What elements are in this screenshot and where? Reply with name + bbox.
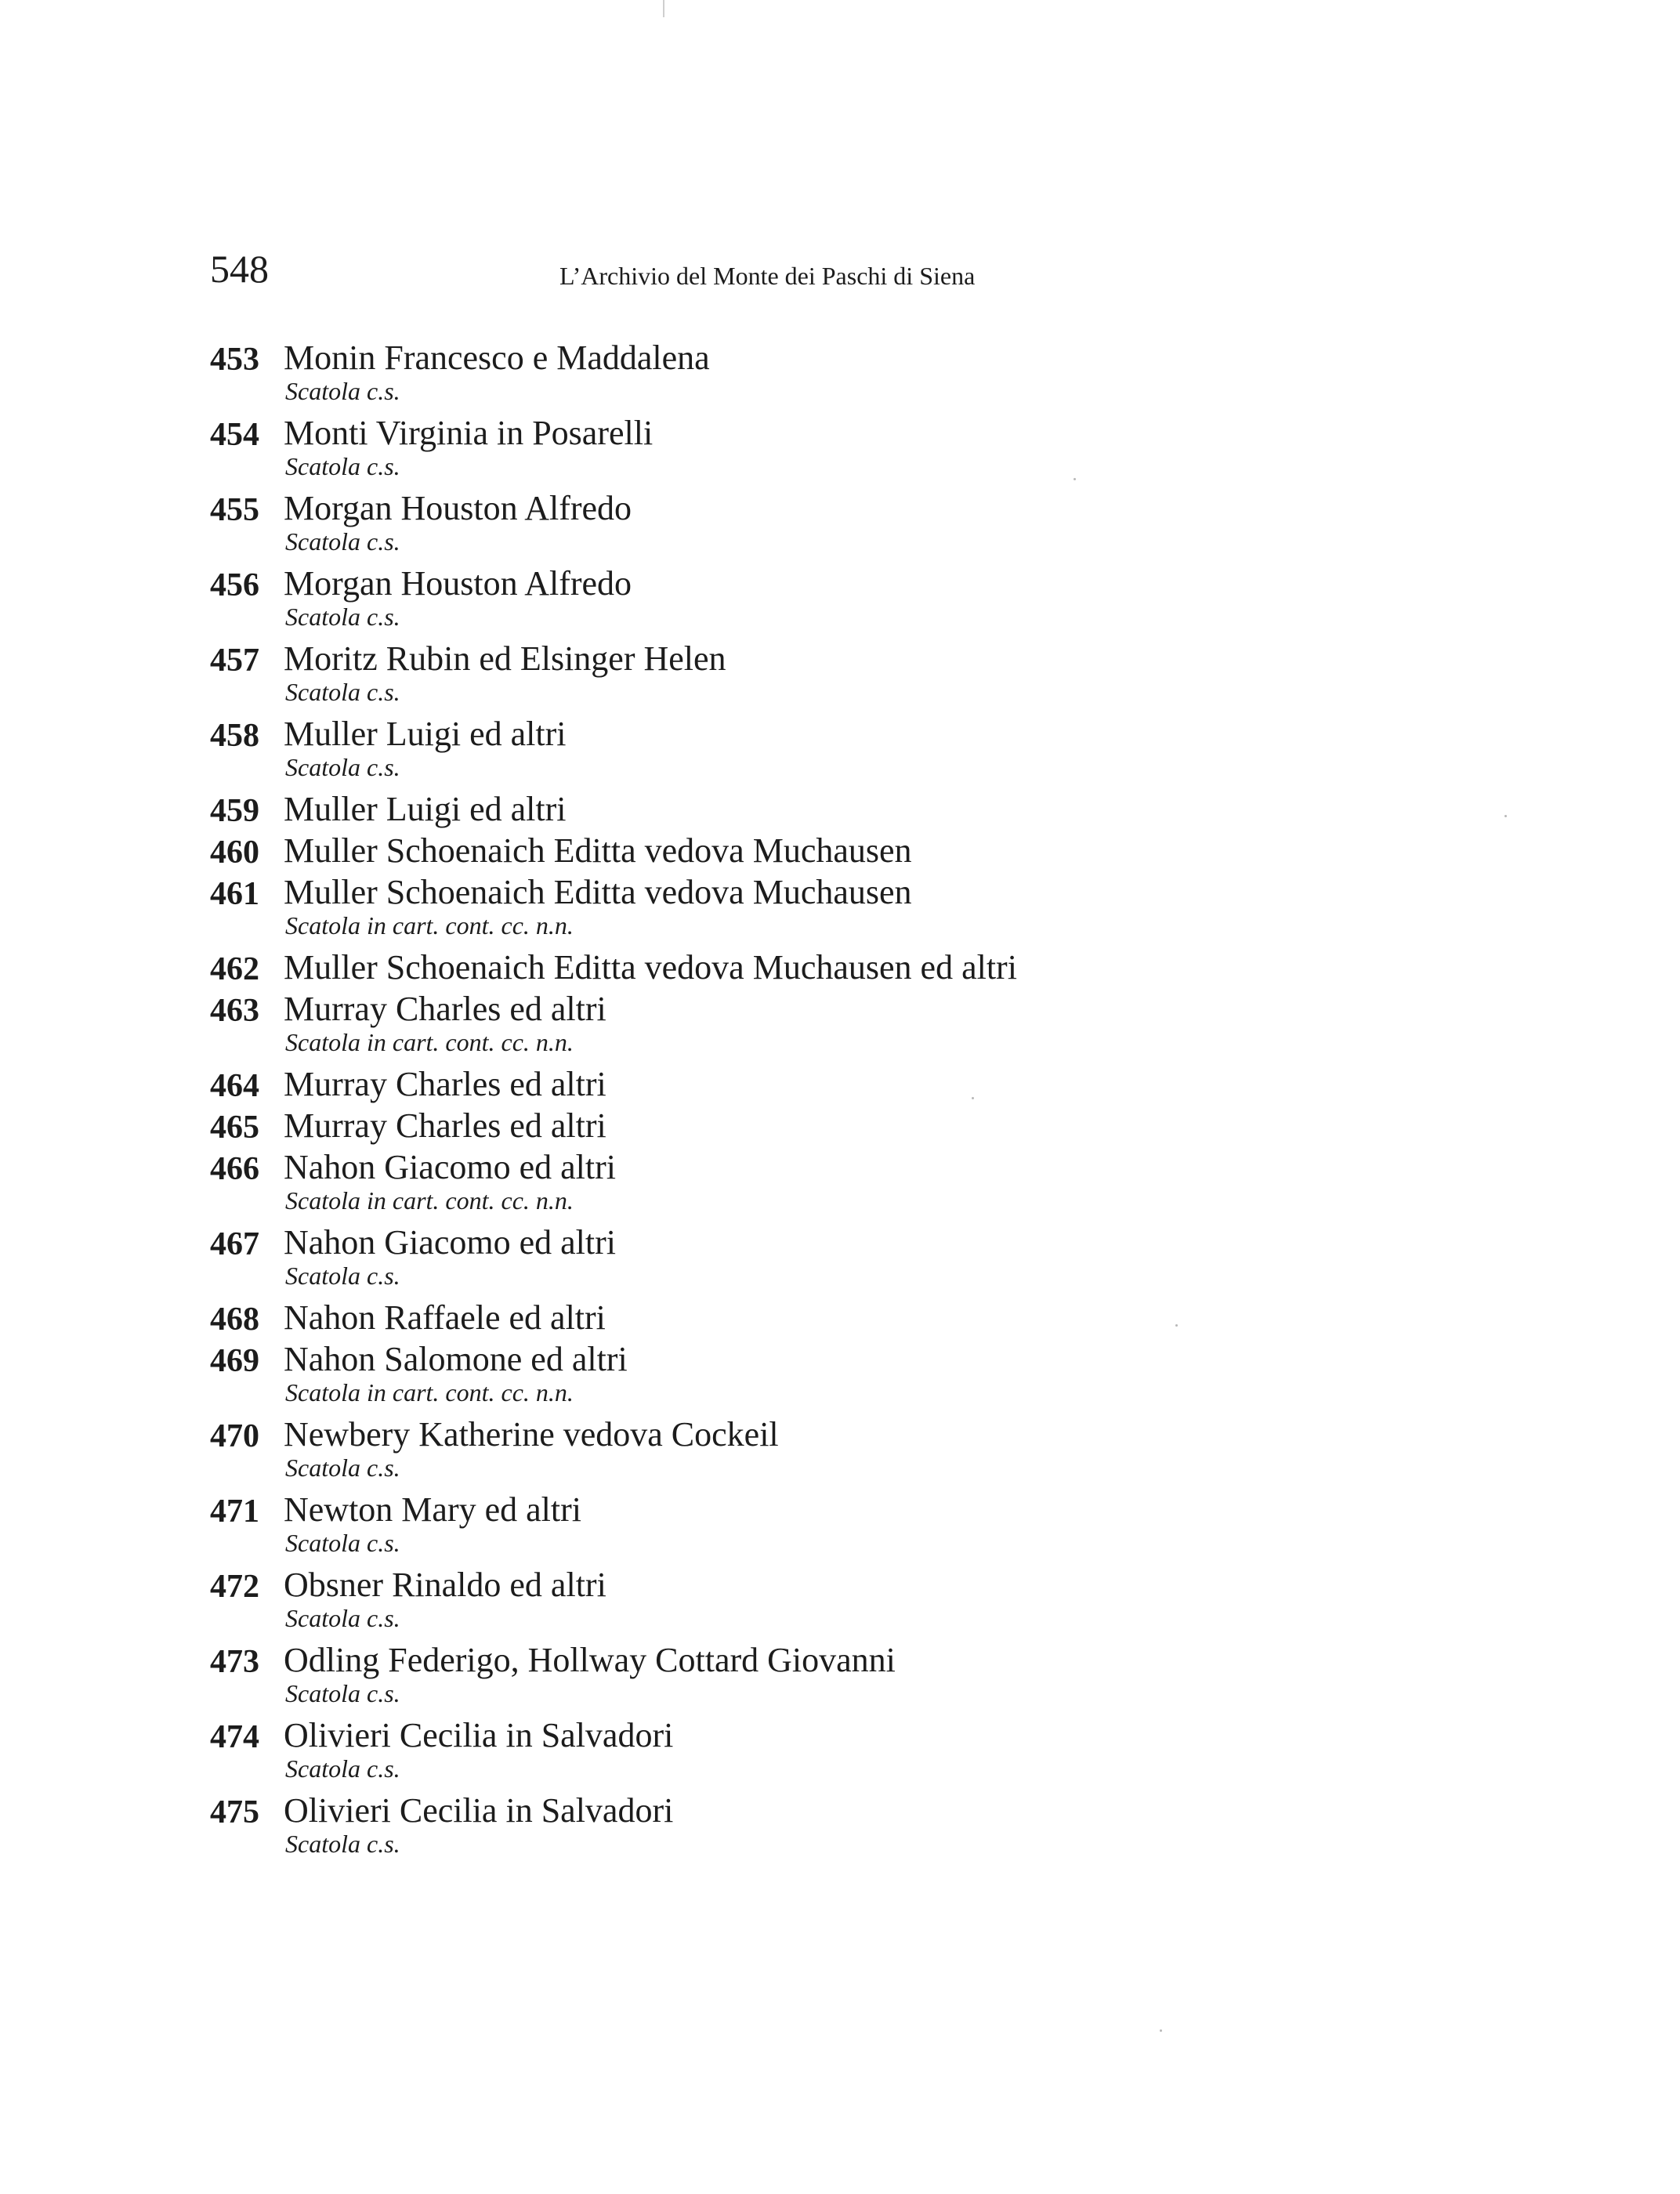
archive-entry-list <box>210 339 1542 1866</box>
entry-number: 474 <box>210 1719 259 1755</box>
entry-line <box>210 339 1542 378</box>
entry-name: Morgan Houston Alfredo <box>284 564 632 603</box>
entry-line <box>210 1716 1542 1755</box>
entry-number: 466 <box>210 1151 259 1187</box>
entry-name: Nahon Giacomo ed altri <box>284 1223 616 1262</box>
scan-mark <box>663 0 664 17</box>
entry-note: Scatola c.s. <box>285 1529 400 1557</box>
entry-note: Scatola in cart. cont. cc. n.n. <box>285 1378 574 1407</box>
archive-entry <box>210 1415 1542 1487</box>
entry-name: Muller Schoenaich Editta vedova Muchausen ed altri <box>284 948 1017 987</box>
entry-name: Murray Charles ed altri <box>284 1065 606 1103</box>
entry-name: Newbery Katherine vedova Cockeil <box>284 1415 779 1454</box>
entry-line <box>210 414 1542 453</box>
entry-number: 462 <box>210 951 259 987</box>
entry-name: Morgan Houston Alfredo <box>284 489 632 527</box>
entry-note: Scatola c.s. <box>285 1679 400 1707</box>
entry-note: Scatola c.s. <box>285 1454 400 1482</box>
page-number: 548 <box>210 247 269 291</box>
entry-line <box>210 1298 1542 1338</box>
entry-number: 455 <box>210 492 259 528</box>
entry-number: 461 <box>210 876 259 912</box>
entry-number: 454 <box>210 417 259 453</box>
entry-note: Scatola c.s. <box>285 1754 400 1783</box>
entry-number: 470 <box>210 1418 259 1454</box>
archive-entry <box>210 564 1542 636</box>
entry-name: Nahon Giacomo ed altri <box>284 1148 616 1186</box>
scan-speck <box>1074 478 1076 480</box>
entry-name: Odling Federigo, Hollway Cottard Giovanni <box>284 1641 896 1679</box>
entry-name: Olivieri Cecilia in Salvadori <box>284 1791 674 1830</box>
archive-entry <box>210 1791 1542 1863</box>
entry-line <box>210 564 1542 603</box>
entry-note: Scatola c.s. <box>285 377 400 405</box>
scan-speck <box>1175 1324 1178 1327</box>
entry-line <box>210 1148 1542 1187</box>
archive-entry <box>210 1148 1542 1220</box>
scan-speck <box>972 1097 974 1099</box>
archive-entry <box>210 1641 1542 1713</box>
entry-line <box>210 1106 1542 1146</box>
entry-note: Scatola in cart. cont. cc. n.n. <box>285 1186 574 1215</box>
entry-line <box>210 1490 1542 1530</box>
entry-line <box>210 1641 1542 1680</box>
entry-line <box>210 1566 1542 1605</box>
archive-entry <box>210 1223 1542 1295</box>
entry-number: 465 <box>210 1110 259 1146</box>
entry-number: 464 <box>210 1068 259 1104</box>
entry-number: 469 <box>210 1343 259 1379</box>
entry-line <box>210 1791 1542 1830</box>
archive-entry <box>210 873 1542 945</box>
entry-name: Moritz Rubin ed Elsinger Helen <box>284 639 726 678</box>
entry-line <box>210 1065 1542 1104</box>
entry-line <box>210 1223 1542 1262</box>
entry-note: Scatola c.s. <box>285 1604 400 1632</box>
entry-line <box>210 990 1542 1029</box>
entry-name: Obsner Rinaldo ed altri <box>284 1566 606 1604</box>
entry-number: 475 <box>210 1794 259 1830</box>
archive-entry <box>210 1716 1542 1788</box>
entry-name: Muller Luigi ed altri <box>284 790 567 828</box>
entry-number: 459 <box>210 793 259 829</box>
archive-entry <box>210 831 1542 871</box>
archive-entry <box>210 1298 1542 1338</box>
entry-line <box>210 831 1542 871</box>
archive-entry <box>210 1566 1542 1638</box>
entry-name: Nahon Salomone ed altri <box>284 1340 628 1378</box>
archive-entry <box>210 339 1542 411</box>
entry-note: Scatola c.s. <box>285 1262 400 1290</box>
archive-entry <box>210 639 1542 711</box>
archive-entry <box>210 1490 1542 1562</box>
entry-number: 467 <box>210 1226 259 1262</box>
entry-name: Monti Virginia in Posarelli <box>284 414 654 452</box>
archive-entry <box>210 1065 1542 1104</box>
archive-entry <box>210 489 1542 561</box>
entry-line <box>210 873 1542 912</box>
entry-number: 457 <box>210 643 259 679</box>
entry-number: 453 <box>210 342 259 378</box>
entry-note: Scatola in cart. cont. cc. n.n. <box>285 1028 574 1056</box>
entry-name: Newton Mary ed altri <box>284 1490 581 1529</box>
entry-line <box>210 639 1542 679</box>
entry-line <box>210 1415 1542 1454</box>
entry-line <box>210 489 1542 528</box>
running-title: L’Archivio del Monte dei Paschi di Siena <box>559 262 976 290</box>
archive-entry <box>210 414 1542 486</box>
entry-number: 456 <box>210 567 259 603</box>
entry-name: Muller Luigi ed altri <box>284 715 567 753</box>
scan-speck <box>1504 815 1507 817</box>
entry-number: 460 <box>210 835 259 871</box>
entry-note: Scatola c.s. <box>285 452 400 480</box>
entry-note: Scatola c.s. <box>285 603 400 631</box>
scan-speck <box>1160 2029 1162 2032</box>
entry-line <box>210 790 1542 829</box>
entry-name: Murray Charles ed altri <box>284 1106 606 1145</box>
entry-name: Murray Charles ed altri <box>284 990 606 1028</box>
archive-entry <box>210 715 1542 787</box>
entry-note: Scatola c.s. <box>285 1830 400 1858</box>
entry-line <box>210 1340 1542 1379</box>
entry-line <box>210 715 1542 754</box>
entry-note: Scatola c.s. <box>285 678 400 706</box>
entry-number: 472 <box>210 1569 259 1605</box>
entry-number: 458 <box>210 718 259 754</box>
entry-name: Monin Francesco e Maddalena <box>284 339 710 377</box>
entry-line <box>210 948 1542 987</box>
archive-entry <box>210 1106 1542 1146</box>
entry-number: 471 <box>210 1493 259 1530</box>
entry-note: Scatola c.s. <box>285 527 400 556</box>
entry-number: 463 <box>210 993 259 1029</box>
entry-name: Olivieri Cecilia in Salvadori <box>284 1716 674 1754</box>
archive-entry <box>210 948 1542 987</box>
entry-name: Muller Schoenaich Editta vedova Muchausen <box>284 873 912 911</box>
entry-name: Nahon Raffaele ed altri <box>284 1298 606 1337</box>
entry-note: Scatola in cart. cont. cc. n.n. <box>285 911 574 940</box>
entry-number: 468 <box>210 1302 259 1338</box>
archive-entry <box>210 790 1542 829</box>
archive-entry <box>210 990 1542 1062</box>
archive-entry <box>210 1340 1542 1412</box>
entry-note: Scatola c.s. <box>285 753 400 781</box>
entry-number: 473 <box>210 1644 259 1680</box>
entry-name: Muller Schoenaich Editta vedova Muchausen <box>284 831 912 870</box>
